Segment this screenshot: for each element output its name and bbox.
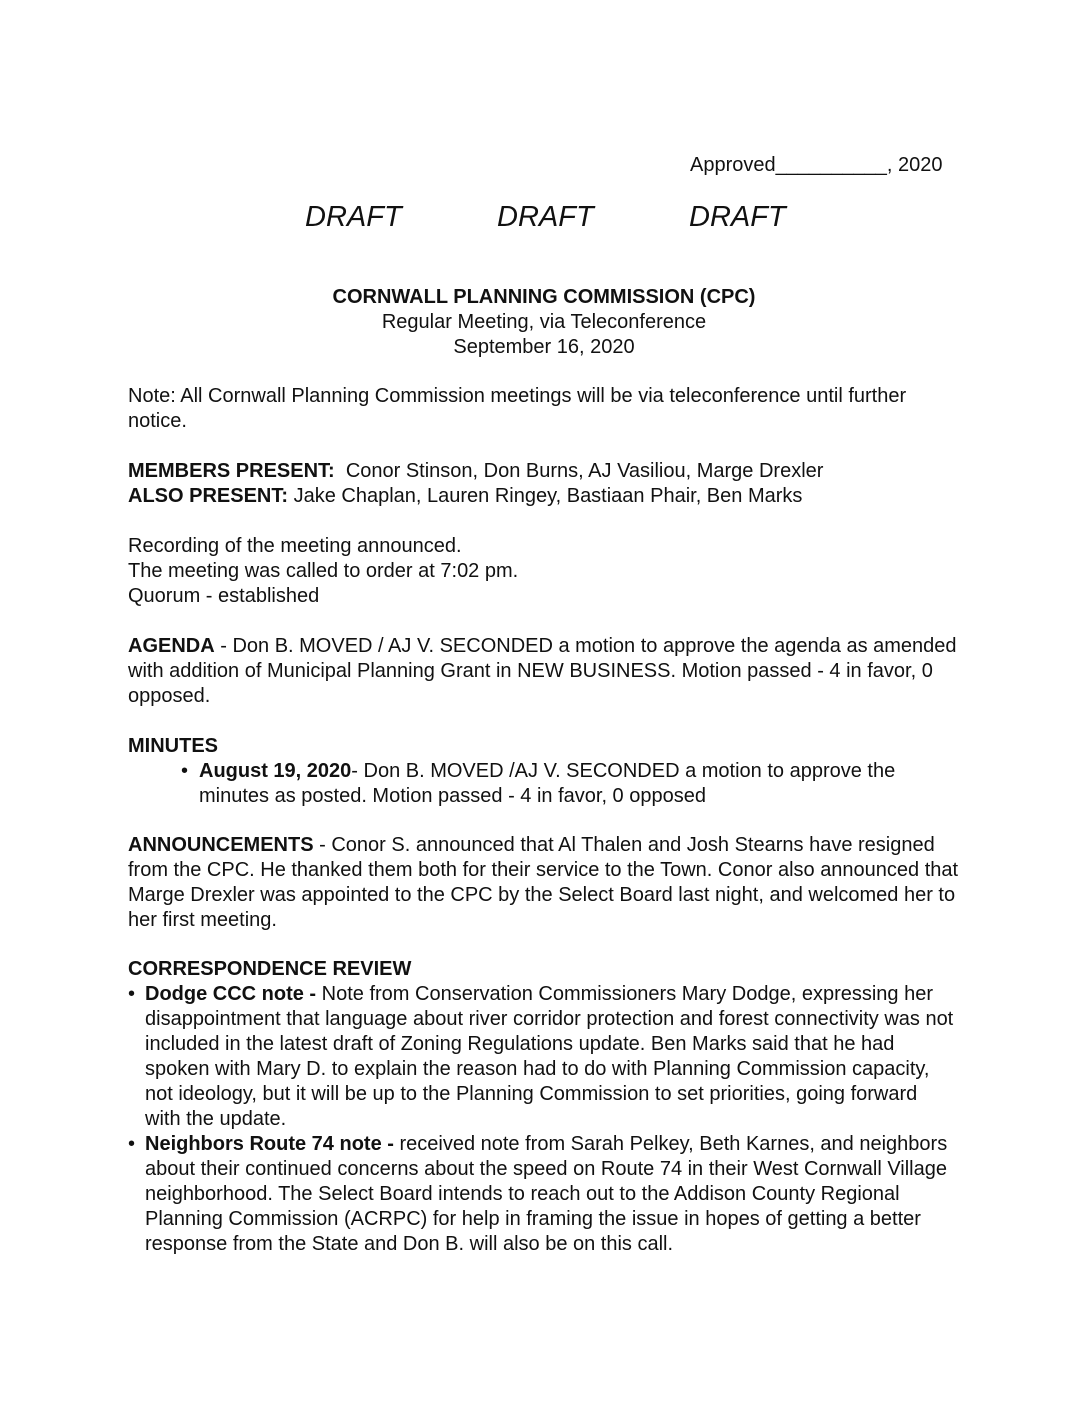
document-header bbox=[128, 285, 960, 360]
attendance-section bbox=[128, 459, 968, 509]
draft-watermark-1: DRAFT bbox=[305, 201, 402, 233]
correspondence-list bbox=[128, 982, 958, 1257]
document-title: CORNWALL PLANNING COMMISSION (CPC) bbox=[332, 286, 756, 308]
recording-line: Recording of the meeting announced. bbox=[128, 535, 462, 557]
correspondence-item-label: Dodge CCC note - bbox=[145, 983, 322, 1005]
minutes-heading: MINUTES bbox=[128, 735, 218, 757]
minutes-item-text: - Don B. MOVED /AJ V. SECONDED a motion to approve the minutes as posted. Motion passed - 4 in favor, 0 opposed bbox=[199, 760, 896, 807]
meeting-date: September 16, 2020 bbox=[453, 336, 635, 358]
members-present-names: Conor Stinson, Don Burns, AJ Vasiliou, Marge Drexler bbox=[334, 460, 824, 482]
call-to-order-line: The meeting was called to order at 7:02 pm. bbox=[128, 560, 519, 582]
approved-line: Approved__________, 2020 bbox=[690, 154, 943, 176]
note-paragraph: Note: All Cornwall Planning Commission meetings will be via teleconference until further notice. bbox=[128, 385, 907, 432]
members-present-label: MEMBERS PRESENT: bbox=[128, 460, 335, 482]
agenda-text: - Don B. MOVED / AJ V. SECONDED a motion to approve the agenda as amended with addition of Municipal Planning Grant in NEW BUSINESS. Motion passed - 4 in favor, 0 opposed. bbox=[128, 635, 957, 707]
quorum-line: Quorum - established bbox=[128, 585, 320, 607]
correspondence-item-text: received note from Sarah Pelkey, Beth Karnes, and neighbors about their continued concerns about the speed on Route 74 in their West Cornwall Village neighborhood. The Select Board intends to reach out to the Addison County Regional Planning Commission (ACRPC) for help in framing the issue in hopes of getting a better response from the State and Don B. will also be on this call. bbox=[145, 1133, 948, 1255]
announcements-text: - Conor S. announced that Al Thalen and Josh Stearns have resigned from the CPC. He thanked them both for their service to the Town. Conor also announced that Marge Drexler was appointed to the CPC by the Select Board last night, and welcomed her to her first meeting. bbox=[128, 834, 959, 931]
announcements-label: ANNOUNCEMENTS bbox=[128, 834, 314, 856]
agenda-label: AGENDA bbox=[128, 635, 215, 657]
announcements-paragraph bbox=[128, 833, 964, 933]
also-present-line bbox=[128, 484, 968, 509]
agenda-paragraph bbox=[128, 634, 968, 709]
correspondence-item-label: Neighbors Route 74 note - bbox=[145, 1133, 400, 1155]
also-present-names: Jake Chaplan, Lauren Ringey, Bastiaan Phair, Ben Marks bbox=[288, 485, 803, 507]
document-subtitle: Regular Meeting, via Teleconference bbox=[381, 311, 707, 333]
draft-watermark-3: DRAFT bbox=[689, 201, 786, 233]
also-present-label: ALSO PRESENT: bbox=[128, 485, 289, 507]
draft-watermark-2: DRAFT bbox=[497, 201, 594, 233]
correspondence-item-text: Note from Conservation Commissioners Mary Dodge, expressing her disappointment that language about river corridor protection and forest connectivity was not included in the latest draft of Zoning Regulations update. Ben Marks said that he had spoken with Mary D. to explain the reason had to do with Planning Commission capacity, not ideology, but it will be up to the Planning Commission to set priorities, going forward with the update. bbox=[145, 983, 954, 1130]
minutes-item bbox=[181, 759, 951, 809]
minutes-section bbox=[128, 734, 968, 809]
minutes-list bbox=[181, 759, 951, 809]
correspondence-section bbox=[128, 957, 958, 1257]
correspondence-item-dodge bbox=[128, 982, 958, 1132]
members-present-line bbox=[128, 459, 968, 484]
opening-section bbox=[128, 534, 968, 609]
minutes-item-label: August 19, 2020 bbox=[199, 760, 352, 782]
correspondence-heading: CORRESPONDENCE REVIEW bbox=[128, 958, 412, 980]
correspondence-item-route74 bbox=[128, 1132, 958, 1257]
